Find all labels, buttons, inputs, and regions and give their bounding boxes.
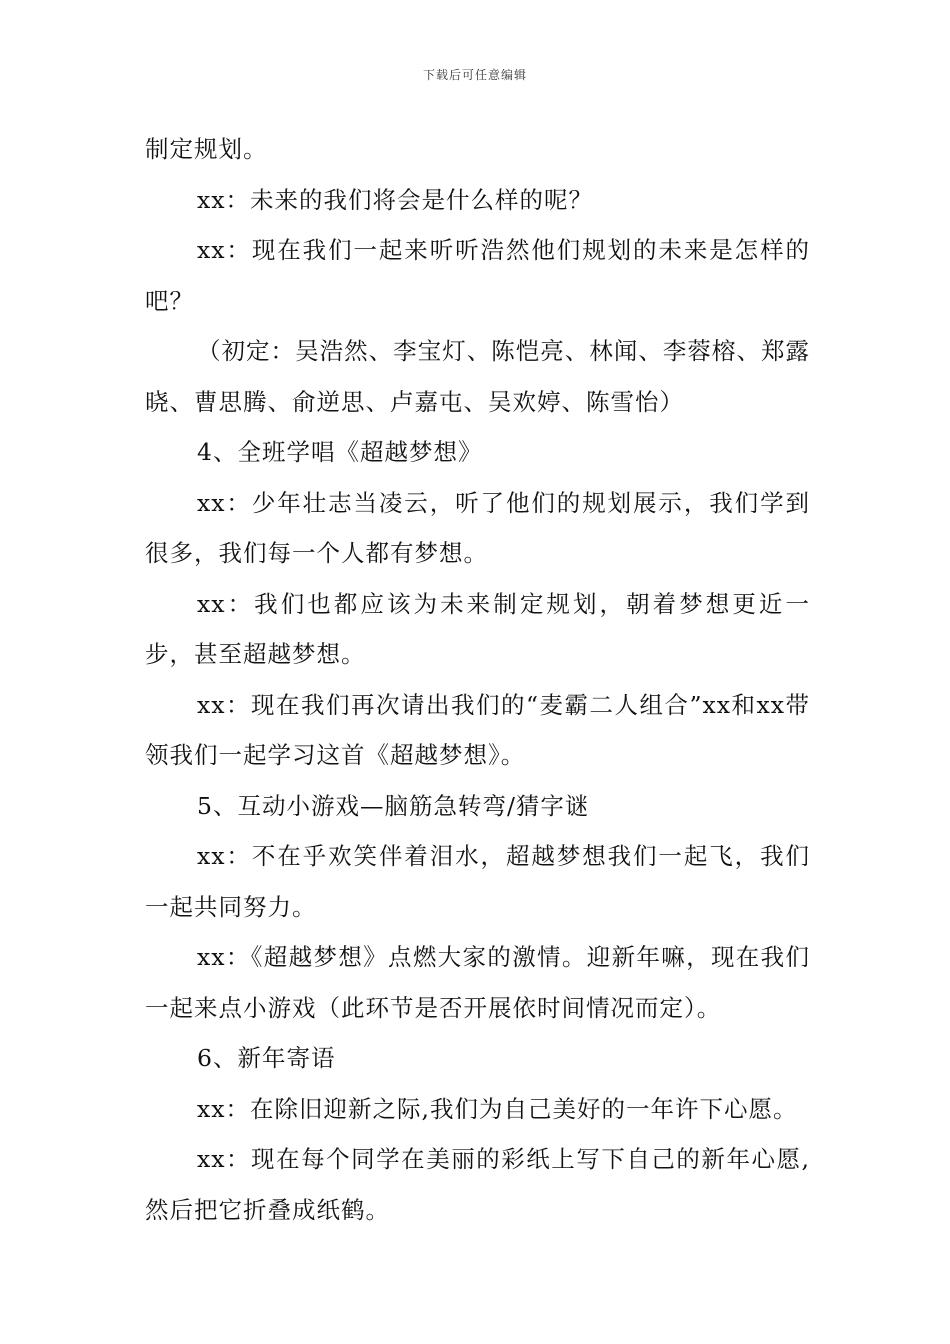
paragraph: xx：现在每个同学在美丽的彩纸上写下自己的新年心愿,然后把它折叠成纸鹤。 bbox=[145, 1145, 810, 1224]
section-heading: 5、互动小游戏—脑筋急转弯/猜字谜 bbox=[197, 791, 590, 820]
paragraph: 制定规划。 bbox=[145, 135, 268, 163]
paragraph: xx：我们也都应该为未来制定规划，朝着梦想更近一步，甚至超越梦想。 bbox=[145, 589, 810, 668]
paragraph: xx：《超越梦想》点燃大家的激情。迎新年嘛，现在我们一起来点小游戏（此环节是否开展依时间情况而定）。 bbox=[145, 943, 810, 1022]
paragraph: xx：少年壮志当凌云，听了他们的规划展示，我们学到很多，我们每一个人都有梦想。 bbox=[145, 488, 810, 567]
paragraph: xx：在除旧迎新之际,我们为自己美好的一年许下心愿。 bbox=[197, 1094, 798, 1123]
page-header: 下载后可任意编辑 bbox=[422, 68, 527, 82]
paragraph: xx：现在我们再次请出我们的“麦霸二人组合”xx和xx带领我们一起学习这首《超越梦想》。 bbox=[145, 690, 810, 769]
section-heading: 6、新年寄语 bbox=[197, 1044, 336, 1072]
section-heading: 4、全班学唱《超越梦想》 bbox=[197, 438, 483, 466]
paragraph: xx：未来的我们将会是什么样的呢？ bbox=[197, 185, 594, 214]
paragraph: （初定：吴浩然、李宝灯、陈恺亮、林闻、李蓉榕、郑露晓、曹思腾、俞逆思、卢嘉屯、吴欢婷、陈雪怡） bbox=[145, 337, 810, 416]
paragraph: xx：不在乎欢笑伴着泪水，超越梦想我们一起飞，我们一起共同努力。 bbox=[145, 842, 810, 921]
document-body bbox=[145, 124, 810, 1235]
paragraph: xx：现在我们一起来听听浩然他们规划的未来是怎样的吧？ bbox=[145, 236, 810, 315]
